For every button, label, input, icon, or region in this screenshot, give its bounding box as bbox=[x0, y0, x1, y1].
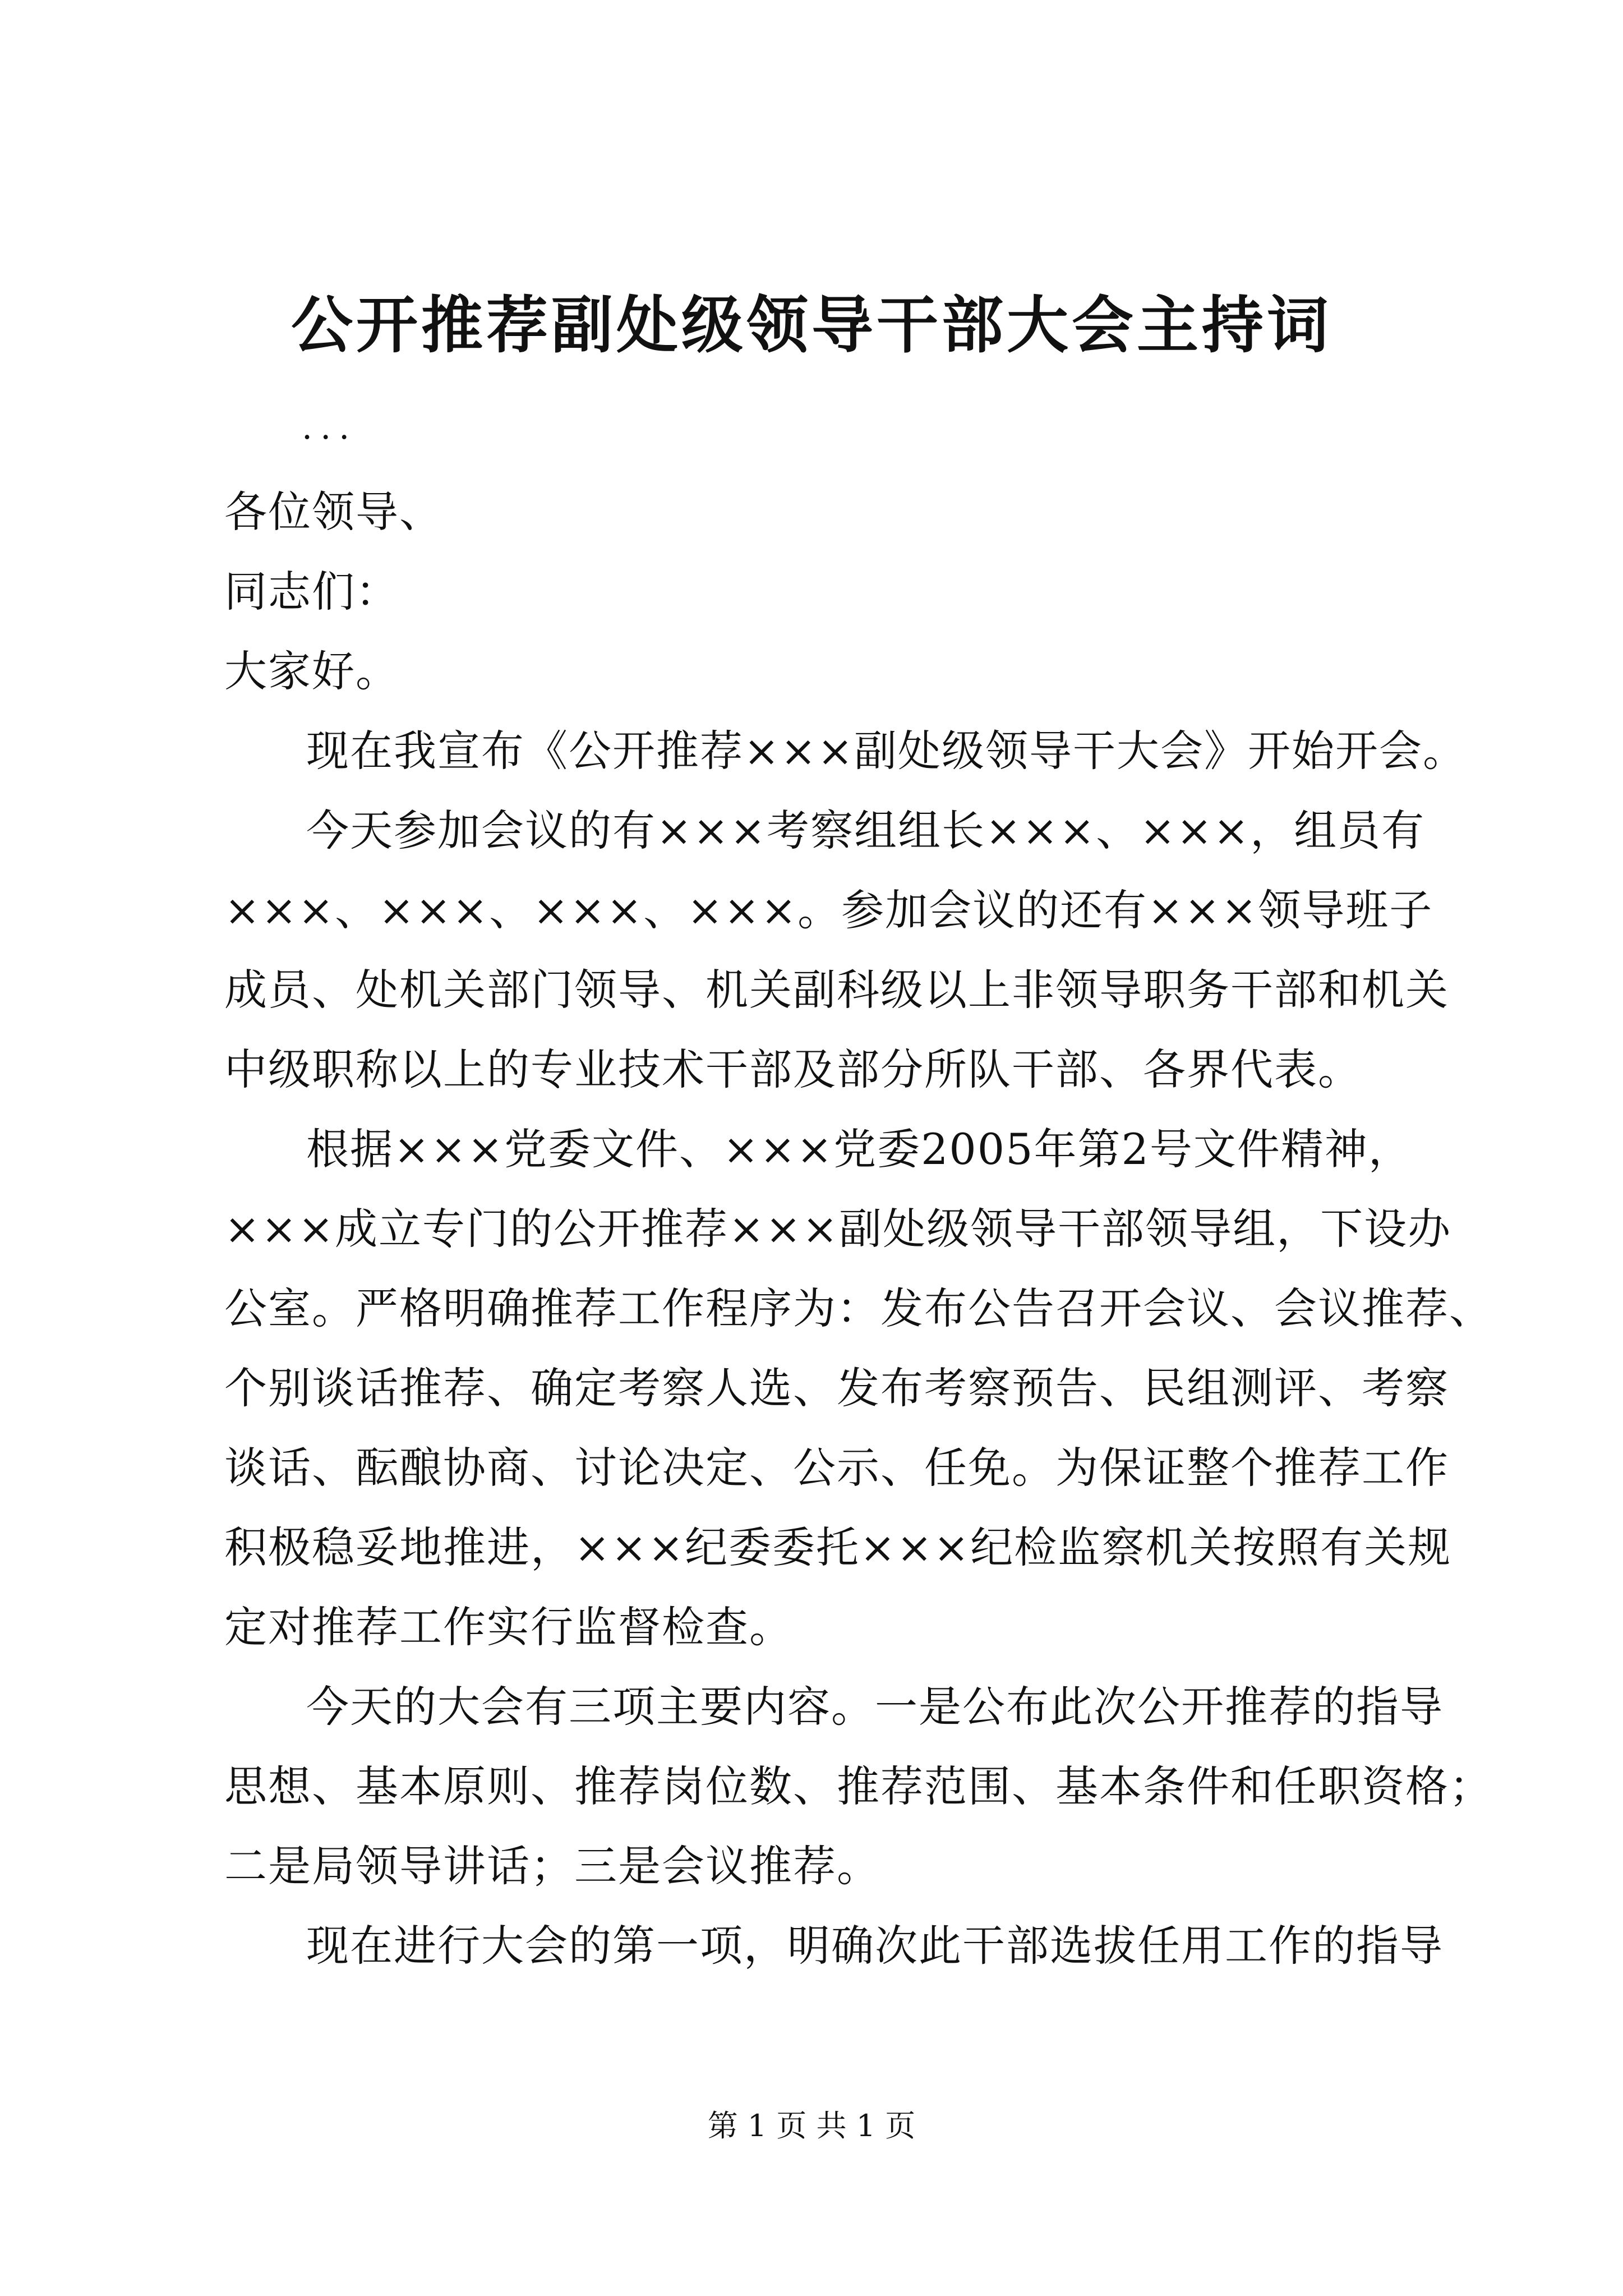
paragraph-line: 现在进行大会的第一项，明确次此干部选拔任用工作的指导 bbox=[306, 1921, 1444, 1971]
paragraph-line: 今天参加会议的有×××考察组组长×××、×××，组员有 bbox=[306, 806, 1426, 855]
paragraph-line: 定对推荐工作实行监督检查。 bbox=[224, 1602, 793, 1652]
paragraph-line: 根据×××党委文件、×××党委2005年第2号文件精神， bbox=[306, 1124, 1412, 1174]
document-title: 公开推荐副处级领导干部大会主持词 bbox=[291, 289, 1332, 361]
paragraph-line: 中级职称以上的专业技术干部及部分所队干部、各界代表。 bbox=[224, 1045, 1362, 1094]
document-body bbox=[224, 408, 1493, 1986]
paragraph-line: 思想、基本原则、推荐岗位数、推荐范围、基本条件和任职资格； bbox=[224, 1761, 1493, 1811]
paragraph-line: 谈话、酝酿协商、讨论决定、公示、任免。为保证整个推荐工作 bbox=[224, 1443, 1449, 1493]
greeting-line: 各位领导、 bbox=[224, 487, 443, 537]
page-footer: 第 1 页 共 1 页 bbox=[707, 2108, 916, 2143]
ellipsis-mark: ... bbox=[302, 408, 358, 447]
paragraph-line: 现在我宣布《公开推荐×××副处级领导干大会》开始开会。 bbox=[306, 726, 1467, 776]
paragraph-line: 积极稳妥地推进，×××纪委委托×××纪检监察机关按照有关规 bbox=[224, 1522, 1452, 1572]
paragraph-line: 成员、处机关部门领导、机关副科级以上非领导职务干部和机关 bbox=[224, 965, 1449, 1015]
greeting-line: 大家好。 bbox=[224, 646, 399, 696]
paragraph-line: 今天的大会有三项主要内容。一是公布此次公开推荐的指导 bbox=[306, 1682, 1444, 1732]
greeting-line: 同志们： bbox=[224, 567, 399, 616]
paragraph-line: 个别谈话推荐、确定考察人选、发布考察预告、民组测评、考察 bbox=[224, 1363, 1449, 1413]
paragraph-line: ×××、×××、×××、×××。参加会议的还有×××领导班子 bbox=[224, 885, 1433, 935]
paragraph-line: 二是局领导讲话；三是会议推荐。 bbox=[224, 1841, 880, 1891]
paragraph-line: 公室。严格明确推荐工作程序为：发布公告召开会议、会议推荐、 bbox=[224, 1283, 1493, 1333]
paragraph-line: ×××成立专门的公开推荐×××副处级领导干部领导组，下设办 bbox=[224, 1204, 1452, 1254]
